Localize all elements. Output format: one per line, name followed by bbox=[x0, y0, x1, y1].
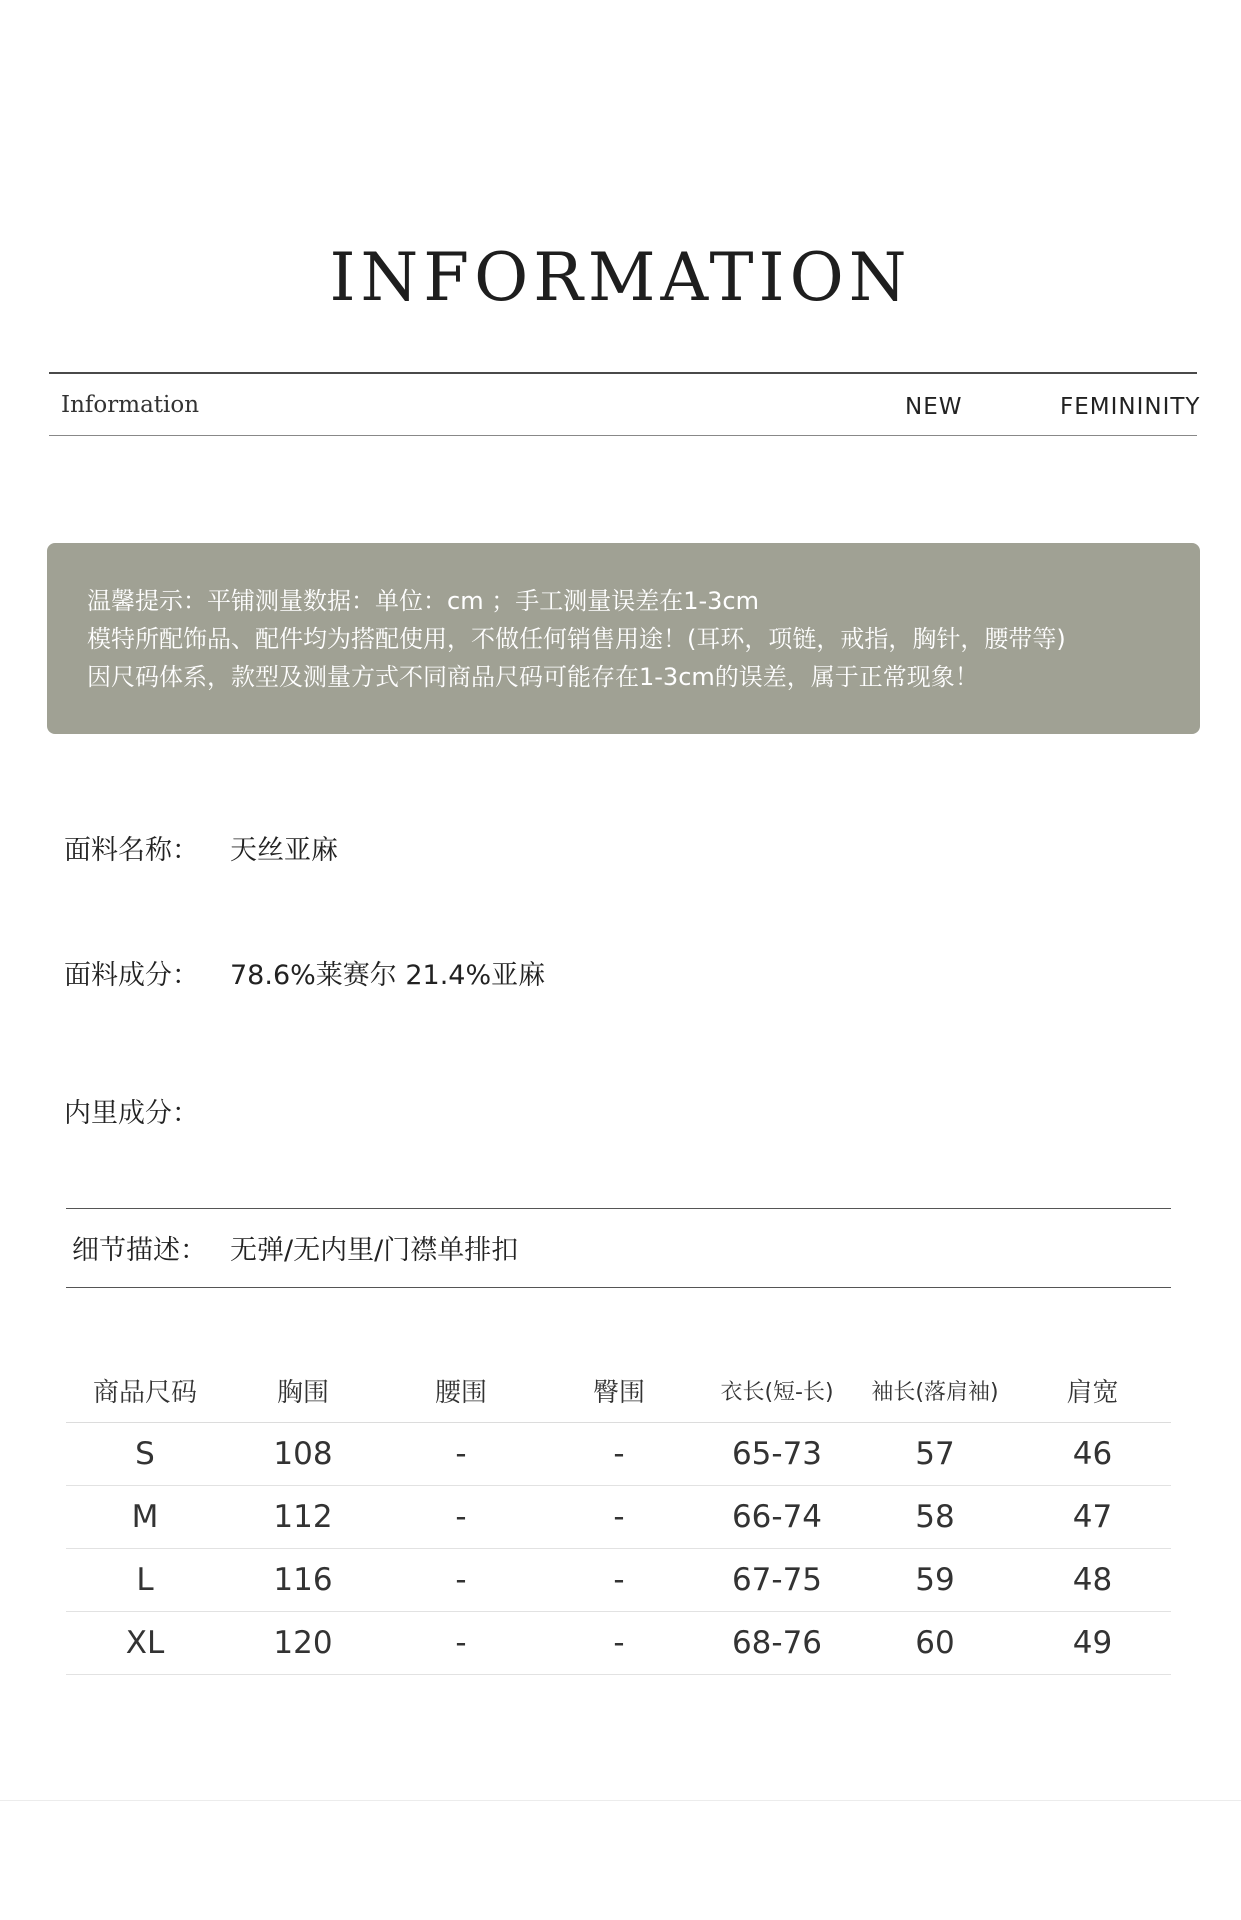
cell-chest: 120 bbox=[224, 1612, 382, 1675]
header-waist: 腰围 bbox=[382, 1358, 540, 1423]
header-chest: 胸围 bbox=[224, 1358, 382, 1423]
header-sleeve: 袖长(落肩袖) bbox=[856, 1358, 1014, 1423]
details-value: 无弹/无内里/门襟单排扣 bbox=[230, 1235, 519, 1266]
cell-hip: - bbox=[540, 1423, 698, 1486]
notice-line-size-variance: 因尺码体系，款型及测量方式不同商品尺码可能存在1-3cm的误差，属于正常现象！ bbox=[87, 663, 979, 691]
fabric-composition-row bbox=[64, 953, 545, 992]
details-top-divider bbox=[66, 1208, 1171, 1209]
table-row bbox=[66, 1549, 1171, 1612]
cell-hip: - bbox=[540, 1612, 698, 1675]
fabric-name-row bbox=[64, 828, 338, 867]
band-information-label: Information bbox=[61, 392, 200, 418]
cell-shoulder: 48 bbox=[1014, 1549, 1171, 1612]
details-label: 细节描述： bbox=[72, 1235, 207, 1266]
cell-chest: 112 bbox=[224, 1486, 382, 1549]
cell-length: 65-73 bbox=[698, 1423, 856, 1486]
details-bottom-divider bbox=[66, 1287, 1171, 1288]
cell-size: M bbox=[66, 1486, 224, 1549]
cell-size: XL bbox=[66, 1612, 224, 1675]
cell-size: S bbox=[66, 1423, 224, 1486]
cell-waist: - bbox=[382, 1486, 540, 1549]
notice-line-unit: 温馨提示：平铺测量数据：单位：cm ；手工测量误差在1-3cm bbox=[87, 587, 759, 615]
page-title: INFORMATION bbox=[329, 239, 912, 316]
table-row bbox=[66, 1612, 1171, 1675]
table-row bbox=[66, 1423, 1171, 1486]
cell-waist: - bbox=[382, 1423, 540, 1486]
band-new-label: NEW bbox=[905, 394, 963, 420]
cell-chest: 116 bbox=[224, 1549, 382, 1612]
cell-chest: 108 bbox=[224, 1423, 382, 1486]
lining-row bbox=[64, 1091, 230, 1130]
lining-label: 内里成分： bbox=[64, 1098, 199, 1129]
cell-sleeve: 59 bbox=[856, 1549, 1014, 1612]
fabric-name-value: 天丝亚麻 bbox=[230, 835, 338, 866]
notice-line-accessories: 模特所配饰品、配件均为搭配使用，不做任何销售用途！(耳环，项链，戒指，胸针，腰带等) bbox=[87, 625, 1066, 653]
cell-waist: - bbox=[382, 1549, 540, 1612]
cell-hip: - bbox=[540, 1486, 698, 1549]
cell-hip: - bbox=[540, 1549, 698, 1612]
header-length: 衣长(短-长) bbox=[698, 1358, 856, 1423]
size-table-header-row bbox=[66, 1358, 1171, 1423]
header-size: 商品尺码 bbox=[66, 1358, 224, 1423]
fabric-name-label: 面料名称： bbox=[64, 835, 199, 866]
header-hip: 臀围 bbox=[540, 1358, 698, 1423]
cell-size: L bbox=[66, 1549, 224, 1612]
cell-sleeve: 58 bbox=[856, 1486, 1014, 1549]
details-row bbox=[72, 1228, 518, 1267]
size-table bbox=[66, 1358, 1171, 1675]
cell-shoulder: 46 bbox=[1014, 1423, 1171, 1486]
cell-sleeve: 60 bbox=[856, 1612, 1014, 1675]
notice-box bbox=[47, 543, 1200, 734]
cell-shoulder: 47 bbox=[1014, 1486, 1171, 1549]
header-bottom-divider bbox=[49, 435, 1197, 436]
cell-length: 68-76 bbox=[698, 1612, 856, 1675]
fabric-composition-value: 78.6%莱赛尔 21.4%亚麻 bbox=[230, 960, 546, 991]
cell-length: 66-74 bbox=[698, 1486, 856, 1549]
table-row bbox=[66, 1486, 1171, 1549]
fabric-composition-label: 面料成分： bbox=[64, 960, 199, 991]
cell-shoulder: 49 bbox=[1014, 1612, 1171, 1675]
cell-length: 67-75 bbox=[698, 1549, 856, 1612]
band-femininity-label: FEMININITY bbox=[1060, 394, 1201, 420]
cell-waist: - bbox=[382, 1612, 540, 1675]
header-shoulder: 肩宽 bbox=[1014, 1358, 1171, 1423]
page-bottom-divider bbox=[0, 1800, 1241, 1801]
header-top-divider bbox=[49, 372, 1197, 374]
cell-sleeve: 57 bbox=[856, 1423, 1014, 1486]
